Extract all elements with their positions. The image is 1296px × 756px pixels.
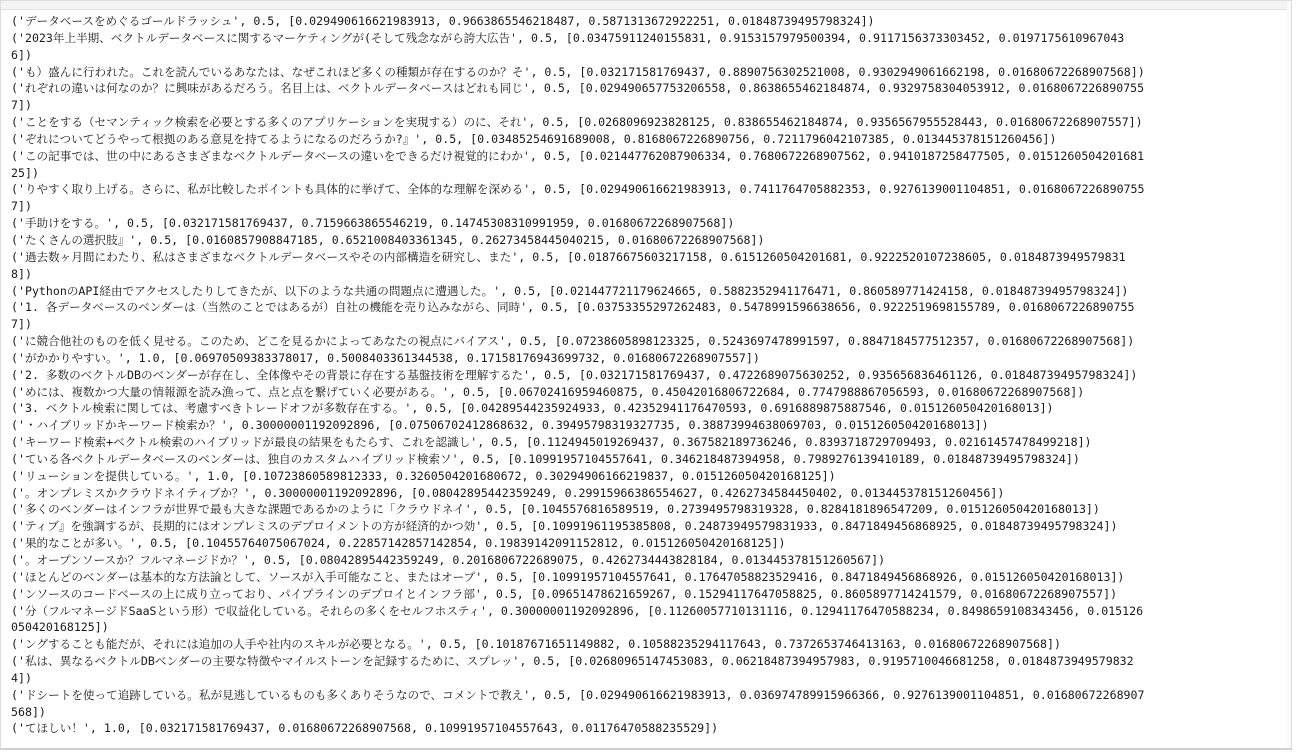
output-line: ('ている各ベクトルデータベースのベンダーは、独自のカスタムハイブリッド検索ソ', 0.5, [0.10991957104557641, 0.346218487394958, 0.7989276139410189, 0.01848739495798324]) [11, 451, 1080, 466]
output-line: ('ことをする（セマンティック検索を必要とする多くのアプリケーションを実現する）のに、それ', 0.5, [0.0268096923828125, 0.838655462184874, 0.9356567955528443, 0.01680672268907557]) [11, 115, 1143, 130]
output-line: ('多くのベンダーはインフラが世界で最も大きな課題であるかのように「クラウドネイ', 0.5, [0.1045576816589519, 0.2739495798319328, 0.8284181896547209, 0.015126050420168013]) [11, 502, 1100, 517]
output-line: 568]) [11, 704, 46, 719]
scrollbar-track[interactable] [1287, 1, 1291, 750]
output-line: ('1. 各データベースのベンダーは（当然のことではあるが）自社の機能を売り込みながら、同時', 0.5, [0.03753355297262483, 0.5478991596638656, 0.9222519698155789, 0.0168067226890755 [11, 300, 1135, 315]
output-line: 7]) [11, 98, 32, 113]
output-line: 6]) [11, 47, 32, 62]
output-line: ('がかかりやすい。', 1.0, [0.06970509383378017, 0.5008403361344538, 0.17158176943699732, 0.01680672268907557]) [11, 350, 760, 365]
output-line: ('ぞれについてどうやって根拠のある意見を持てるようになるのだろうか?』', 0.5, [0.03485254691689008, 0.8168067226890756, 0.7211796042107385, 0.013445378151260456]) [11, 131, 1057, 146]
output-line: 4]) [11, 670, 32, 685]
output-line: 050420168125]) [11, 620, 109, 635]
output-line: ('。オープンソースか？フルマネージドか？', 0.5, [0.08042895442359249, 0.2016806722689075, 0.4262734443828184, 0.013445378151260567]) [11, 553, 886, 567]
output-line: ('。オンプレミスかクラウドネイティブか？', 0.30000001192092896, [0.08042895442359249, 0.29915966386554627, 0.4262734584450402, 0.013445378151260456]) [11, 485, 1005, 500]
output-line: 8]) [11, 266, 32, 281]
output-line: ('データベースをめぐるゴールドラッシュ', 0.5, [0.029490616621983913, 0.9663865546218487, 0.5871313672922251, 0.01848739495798324]) [11, 14, 875, 28]
output-line: ('めには、複数かつ大量の情報源を読み漁って、点と点を繋げていく必要がある。', 0.5, [0.0670241695946087​5, 0.45042016806722684, 0.7747988867056593, 0.01680672268907568]) [11, 384, 1085, 399]
output-line: ('てほしい！', 1.0, [0.032171581769437, 0.01680672268907568, 0.10991957104557643, 0.01176470588235529]) [11, 721, 719, 736]
output-line: ('も）盛んに行われた。これを読んでいるあなたは、なぜこれほど多くの種類が存在するのか？そ', 0.5, [0.032171581769437, 0.8890756302521008, 0.9302949061662198, 0.01680672268907568]) [11, 64, 1145, 79]
output-line: ('3. ベクトル検索に関しては、考慮すべきトレードオフが多数存在する。', 0.5, [0.04289544235924933, 0.42352941176470593, 0.6916889875887546, 0.015126050420168013]) [11, 401, 1054, 416]
output-line: ('たくさんの選択肢』', 0.5, [0.0160857908847185, 0.6521008403361345, 0.26273458445040215, 0.01680672268907568]) [11, 232, 765, 247]
output-line: ('果的なことが多い。', 0.5, [0.10455764075067024, 0.22857142857142854, 0.19839142091152812, 0.015126050420168125]) [11, 536, 786, 551]
output-line: ('リューションを提供している。', 1.0, [0.10723860589812333, 0.3260504201680672, 0.30294906166219837, 0.015126050420168125]) [11, 468, 836, 483]
output-line: ('手助けをする。', 0.5, [0.032171581769437, 0.7159663865546219, 0.14745308310991959, 0.01680672268907568]) [11, 216, 735, 231]
output-line: ('私は、異なるベクトルDBベンダーの主要な特徴やマイルストーンを記録するために、スプレッ', 0.5, [0.02680965147453083, 0.06218487394957983, 0.9195710046681258, 0.0184873949579832 [11, 654, 1134, 669]
output-top-border [1, 1, 1291, 10]
output-line: ('キーワード検索+ベクトル検索のハイブリッドが最良の結果をもたらす、これを認識し', 0.5, [0.1124945019269437, 0.367582189736246, 0.8393718729709493, 0.021614574784992​18]) [11, 435, 1092, 450]
output-line: ('れぞれの違いは何なのか？に興味があるだろう。名目上は、ベクトルデータベースはどれも同じ', 0.5, [0.029490657753206558, 0.8638655462184874, 0.9329758304053912, 0.0168067226890755 [11, 81, 1145, 96]
output-line: ('PythonのAPI経由でアクセスしたりしてきたが、以下のような共通の問題点に遭遇した。', 0.5, [0.021447721179624665, 0.5882352941176471, 0.860589771424158, 0.01848739495798324]) [11, 283, 1129, 298]
output-line: ('2. 多数のベクトルDBのベンダーが存在し、全体像やその背景に存在する基盤技術を理解するた', 0.5, [0.032171581769437, 0.4722689075630252, 0.935656836461126, 0.01848739495798324]) [11, 367, 1138, 382]
output-line: ('ほとんどのベンダーは基本的な方法論として、ソースが入手可能なこと、またはオープ', 0.5, [0.10991957104557641, 0.17647058823529416, 0.8471849456868926, 0.015126050420168013]) [11, 569, 1125, 584]
output-line: ('ドシートを使って追跡している。私が見逃しているものも多くありそうなので、コメントで教え', 0.5, [0.029490616621983913, 0.036974789915966366, 0.9276139001104851, 0.0168067226890​7 [11, 687, 1145, 702]
output-line: ('に競合他社のものを低く見せる。このため、どこを見るかによってあなたの視点にバイアス', 0.5, [0.07238605898123325, 0.5243697478991597, 0.8847184577512357, 0.01680672268907568]) [11, 334, 1135, 349]
output-line: 7]) [11, 317, 32, 332]
output-line: ('この記事では、世の中にあるさまざまなベクトルデータベースの違いをできるだけ視覚的にわか', 0.5, [0.021447762087906334, 0.7680672268907562, 0.9410187258477505, 0.0151260504201681 [11, 148, 1145, 163]
output-line: ('分（フルマネージドSaaSという形）で収益化している。それらの多くをセルフホスティ', 0.30000001192092896, [0.11260057710131116, 0.12941176470588234, 0.8498659108343456, 0.015126 [11, 603, 1144, 618]
output-line: ('・ハイブリッドかキーワード検索か？', 0.30000001192092896, [0.07506702412868632, 0.39495798319327735, 0.38873994638069703, 0.015126050420168013]) [11, 418, 989, 433]
output-line: ('2023年上半期、ベクトルデータベースに関するマーケティングが(そして残念ながら誇大広告', 0.5, [0.03475911240155831, 0.9153157979500394, 0.9117156373303452, 0.0197175610967043 [11, 30, 1125, 45]
output-line: 25]) [11, 165, 39, 180]
output-line: ('ンソースのコードベースの上に成り立っており、パイプラインのデプロイとインフラ部', 0.5, [0.09651478621659267, 0.15294117647058825, 0.8605897714241579, 0.01680672268907557]) [11, 586, 1118, 601]
output-line: ('ティブ』を強調するが、長期的にはオンプレミスのデプロイメントの方が経済的かつ効', 0.5, [0.10991961195385808, 0.24873949579831933, 0.8471849456868925, 0.01848739495798324]) [11, 519, 1118, 534]
output-line: ('過去数ヶ月間にわたり、私はさまざまなベクトルデータベースやその内部構造を研究し、また', 0.5, [0.01876675603217158, 0.6151260504201681, 0.9222520107238605, 0.0184873949579831 [11, 249, 1126, 264]
output-line: ('ングすることも能だが、それには追加の人手や社内のスキルが必要となる。', 0.5, [0.10187671651149882, 0.10588235294117643, 0.7372653746413163, 0.01680672268907568]) [11, 637, 1061, 652]
output-line: 7]) [11, 199, 32, 214]
output-line: ('りやすく取り上げる。さらに、私が比較したポイントも具体的に挙げて、全体的な理解を深める', 0.5, [0.029490616621983913, 0.7411764705882353, 0.9276139001104851, 0.0168067226890755 [11, 182, 1145, 197]
output-text [1, 10, 1291, 737]
